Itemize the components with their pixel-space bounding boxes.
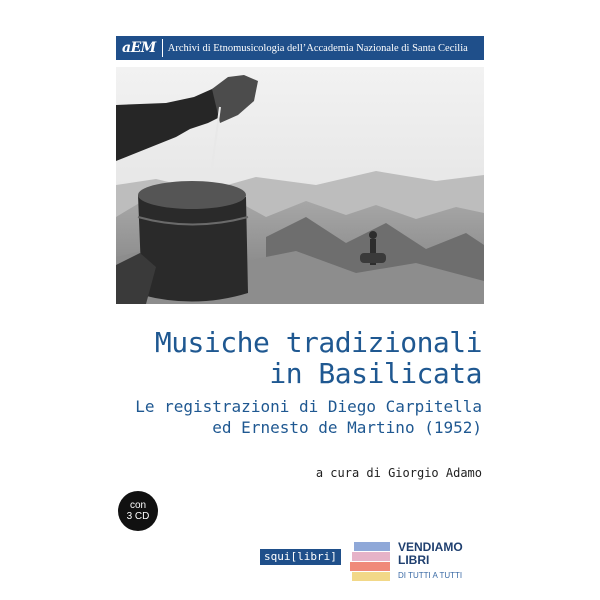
title-line-1: Musiche tradizionali — [154, 326, 482, 359]
editor-credit: a cura di Giorgio Adamo — [315, 466, 482, 480]
promo-stamp — [350, 538, 485, 586]
publisher-logo: squi[libri] — [260, 549, 341, 565]
book-subtitle — [135, 396, 482, 438]
title-line-2: in Basilicata — [269, 357, 482, 390]
subtitle-line-1: Le registrazioni di Diego Carpitella — [135, 397, 482, 416]
series-logo: aEM — [122, 39, 163, 57]
cd-badge-line-2: 3 CD — [126, 511, 150, 522]
cover-photo — [116, 67, 484, 304]
book-title — [155, 327, 482, 389]
promo-line-1: VENDIAMO — [398, 540, 463, 554]
promo-line-2: LIBRI — [398, 553, 430, 567]
series-header — [116, 36, 484, 60]
subtitle-line-2: ed Ernesto de Martino (1952) — [212, 418, 482, 437]
promo-line-3: DI TUTTI A TUTTI — [398, 571, 463, 580]
series-title: Archivi di Etnomusicologia dell’Accademia Nazionale di Santa Cecilia — [167, 42, 468, 54]
books-icon — [350, 540, 394, 584]
cd-badge — [118, 491, 158, 531]
cd-badge-line-1: con — [129, 500, 147, 511]
